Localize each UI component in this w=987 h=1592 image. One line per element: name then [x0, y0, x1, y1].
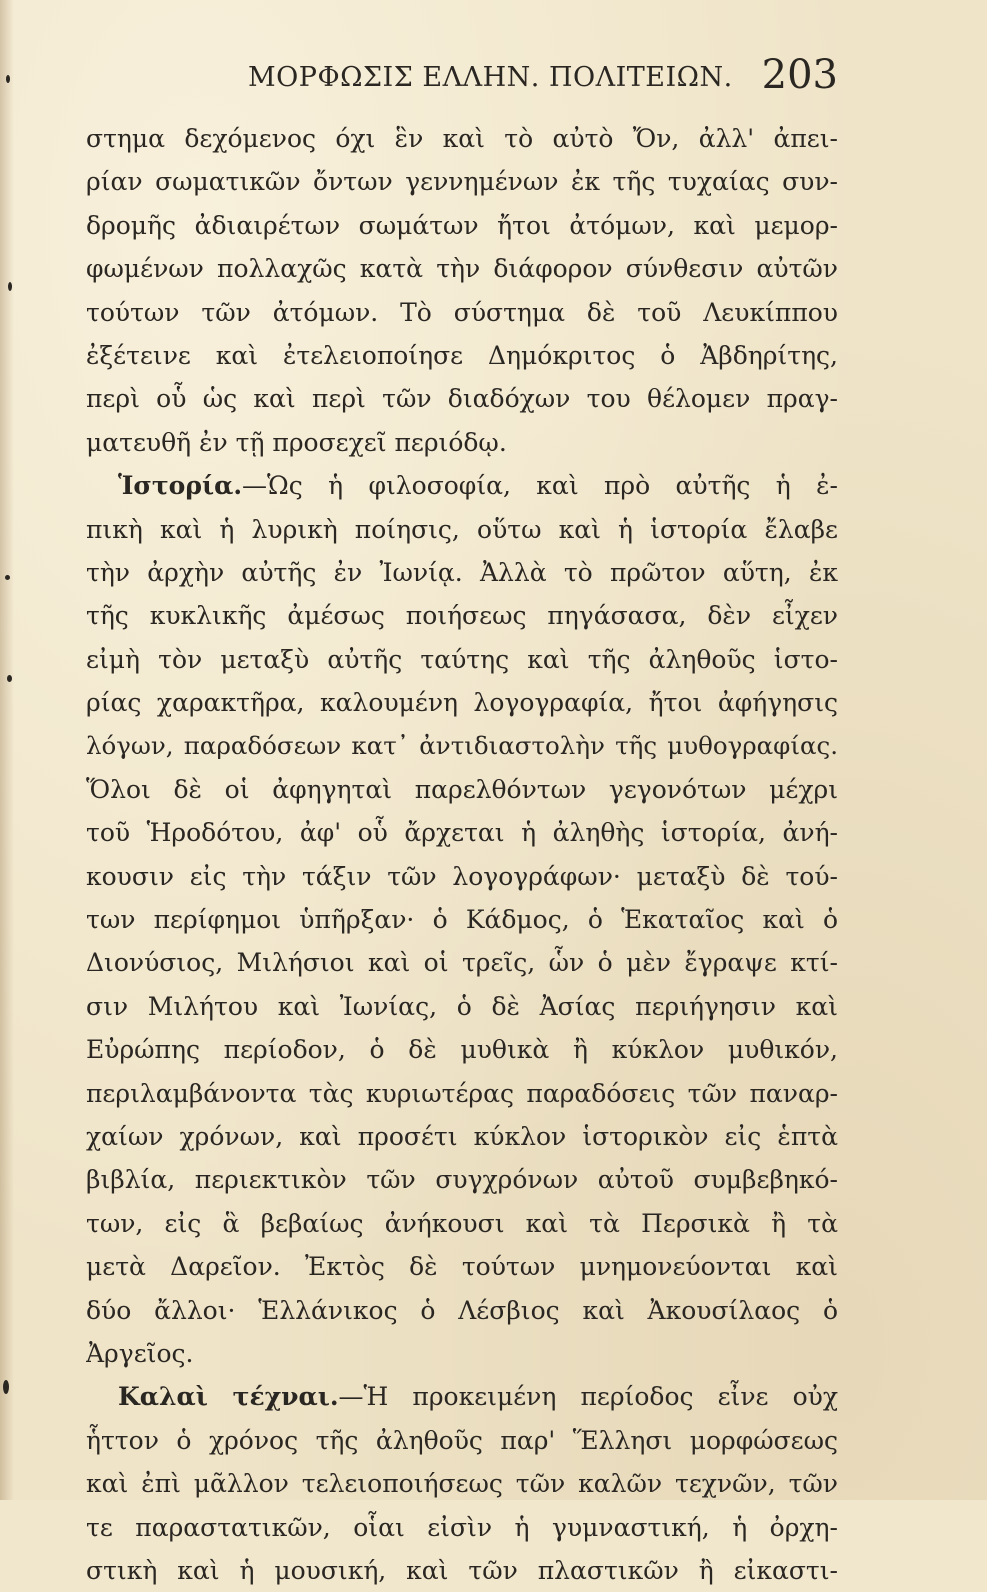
line-text: βιβλία, περιεκτικὸν τῶν συγχρόνων αὐτοῦ συμβεβηκό-	[86, 1165, 838, 1195]
text-line	[86, 160, 838, 203]
line-text: στικὴ καὶ ἡ μουσική, καὶ τῶν πλαστικῶν ἢ εἰκαστι-	[86, 1555, 838, 1585]
line-text: —Ὡς ἡ φιλοσοφία, καὶ πρὸ αὐτῆς ἡ ἐ-	[242, 471, 838, 501]
text-line	[86, 724, 838, 767]
line-text: περὶ οὗ ὡς καὶ περὶ τῶν διαδόχων του θέλομεν πραγ-	[86, 384, 838, 414]
line-text: τοῦ Ἡροδότου, ἀφ' οὗ ἄρχεται ἡ ἀληθὴς ἱστορία, ἀνή-	[86, 818, 838, 848]
line-text: φωμένων πολλαχῶς κατὰ τὴν διάφορον σύνθεσιν αὐτῶν	[86, 254, 838, 284]
text-line	[86, 594, 838, 637]
line-text: ἐξέτεινε καὶ ἐτελειοποίησε Δημόκριτος ὁ Ἀβδηρίτης,	[86, 340, 838, 370]
line-text: Ἀργεῖος.	[86, 1338, 194, 1368]
text-line	[86, 1115, 838, 1158]
line-text: καὶ ἐπὶ μᾶλλον τελειοποιήσεως τῶν καλῶν τεχνῶν, τῶν	[86, 1469, 838, 1499]
text-line	[86, 1158, 838, 1201]
line-text: λόγων, παραδόσεων κατ᾽ ἀντιδιαστολὴν τῆς μυθογραφίας.	[86, 731, 838, 761]
line-text: —Ἡ προκειμένη περίοδος εἶνε οὐχ	[338, 1382, 838, 1412]
text-line	[86, 1202, 838, 1245]
line-text: Διονύσιος, Μιλήσιοι καὶ οἱ τρεῖς, ὧν ὁ μὲν ἔγραψε κτί-	[86, 948, 838, 978]
text-line	[86, 681, 838, 724]
text-line	[86, 247, 838, 290]
text-line	[86, 508, 838, 551]
page-binding-shadow	[0, 0, 14, 1500]
text-line	[86, 1072, 838, 1115]
line-text: στημα δεχόμενος όχι ἓν καὶ τὸ αὐτὸ Ὄν, ἀλλ' ἀπει-	[86, 124, 838, 153]
line-text: των, εἰς ἃ βεβαίως ἀνήκουσι καὶ τὰ Περσικὰ ἢ τὰ	[86, 1208, 838, 1238]
text-line	[86, 1289, 838, 1332]
text-line	[86, 855, 838, 898]
line-text: κουσιν εἰς τὴν τάξιν τῶν λογογράφων· μεταξὺ δὲ τού-	[86, 861, 838, 891]
text-line	[86, 638, 838, 681]
line-text: δύο ἄλλοι· Ἑλλάνικος ὁ Λέσβιος καὶ Ἀκουσίλαος ὁ	[86, 1295, 838, 1325]
line-text: ἧττον ὁ χρόνος τῆς ἀληθοῦς παρ' Ἕλλησι μορφώσεως	[86, 1425, 838, 1455]
line-text: Ὅλοι δὲ οἱ ἀφηγηταὶ παρελθόντων γεγονότων μέχρι	[86, 774, 838, 804]
section-heading: Καλαὶ τέχναι.	[118, 1382, 339, 1412]
text-line	[86, 117, 838, 160]
text-line	[86, 204, 838, 247]
page-number: 203	[761, 52, 838, 98]
text-line	[86, 1028, 838, 1071]
line-text: σιν Μιλήτου καὶ Ἰωνίας, ὁ δὲ Ἀσίας περιήγησιν καὶ	[86, 991, 838, 1021]
line-text: τὴν ἀρχὴν αὐτῆς ἐν Ἰωνίᾳ. Ἀλλὰ τὸ πρῶτον αὕτη, ἐκ	[86, 557, 838, 587]
line-text: ρίαν σωματικῶν ὄντων γεννημένων ἐκ τῆς τυχαίας συν-	[86, 167, 838, 197]
line-text: μετὰ Δαρεῖον. Ἐκτὸς δὲ τούτων μνημονεύονται καὶ	[86, 1252, 838, 1282]
text-line	[86, 421, 838, 464]
text-line	[86, 898, 838, 941]
text-line	[86, 291, 838, 334]
text-line	[86, 811, 838, 854]
text-line	[86, 1375, 838, 1418]
section-heading: Ἱστορία.	[118, 471, 243, 501]
line-text: περιλαμβάνοντα τὰς κυριωτέρας παραδόσεις τῶν παναρ-	[86, 1078, 838, 1108]
line-text: δρομῆς ἀδιαιρέτων σωμάτων ἤτοι ἀτόμων, καὶ μεμορ-	[86, 210, 838, 240]
page-header	[248, 52, 838, 102]
line-text: χαίων χρόνων, καὶ προσέτι κύκλον ἱστορικὸν εἰς ἑπτὰ	[86, 1121, 838, 1151]
line-text: τούτων τῶν ἀτόμων. Τὸ σύστημα δὲ τοῦ Λευκίππου	[86, 297, 838, 327]
running-head: ΜΟΡΦΩΣΙΣ ΕΛΛΗΝ. ΠΟΛΙΤΕΙΩΝ.	[248, 62, 733, 93]
text-line	[86, 941, 838, 984]
line-text: τῆς κυκλικῆς ἀμέσως ποιήσεως πηγάσασα, δὲν εἶχεν	[86, 601, 838, 631]
text-line	[86, 1245, 838, 1288]
text-line	[86, 985, 838, 1028]
text-line	[86, 1462, 838, 1505]
line-text: Εὐρώπης περίοδον, ὁ δὲ μυθικὰ ἢ κύκλον μυθικόν,	[86, 1035, 838, 1065]
text-line	[86, 1332, 838, 1375]
line-text: εἰμὴ τὸν μεταξὺ αὐτῆς ταύτης καὶ τῆς ἀληθοῦς ἱστο-	[86, 644, 838, 674]
text-line	[86, 768, 838, 811]
text-line	[86, 334, 838, 377]
line-text: τε παραστατικῶν, οἷαι εἰσὶν ἡ γυμναστική, ἡ ὀρχη-	[86, 1512, 838, 1542]
text-line	[86, 377, 838, 420]
line-text: ματευθῆ ἐν τῇ προσεχεῖ περιόδῳ.	[86, 427, 507, 457]
text-line	[86, 551, 838, 594]
text-line	[86, 1506, 838, 1549]
text-line	[86, 1549, 838, 1592]
line-text: ρίας χαρακτῆρα, καλουμένη λογογραφία, ἤτοι ἀφήγησις	[86, 688, 838, 718]
text-line	[86, 1419, 838, 1462]
body-text	[86, 117, 838, 1592]
line-text: των περίφημοι ὑπῆρξαν· ὁ Κάδμος, ὁ Ἑκαταῖος καὶ ὁ	[86, 905, 838, 935]
text-line	[86, 464, 838, 507]
line-text: πικὴ καὶ ἡ λυρικὴ ποίησις, οὕτω καὶ ἡ ἱστορία ἔλαβε	[86, 514, 838, 544]
